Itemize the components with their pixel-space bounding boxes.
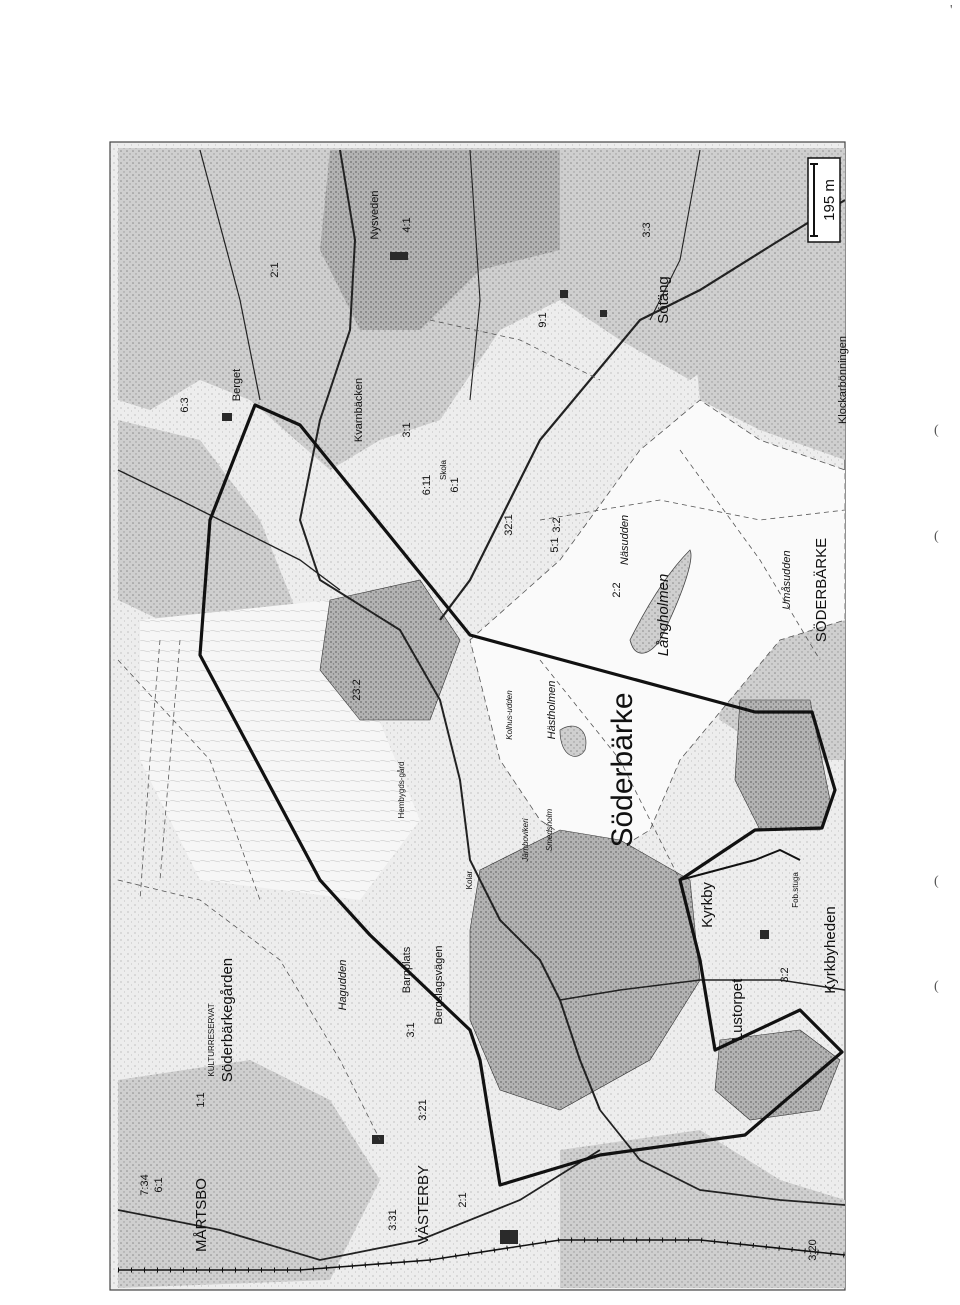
lot-number: 9:1 [537,312,549,328]
label-soderbarke-caps: SÖDERBÄRKE [813,537,830,643]
label-kulturreservat: KULTURRESERVAT [207,1003,216,1077]
town-label: Söderbärke [606,692,639,848]
building [760,930,769,939]
label-kyrkby: Kyrkby [699,882,716,928]
label-skolan: Skola [439,459,448,481]
lot-number: 2:1 [457,1192,469,1208]
lot-number: 3:21 [417,1099,429,1121]
scale-bar-label: 195 m [821,179,838,221]
lot-number: 6:1 [449,477,461,493]
label-lustorpet: Lustorpet [729,978,746,1042]
building [372,1135,384,1144]
lot-number: 3:1 [401,422,413,438]
lot-number: 7:34 [139,1174,151,1196]
label-fob-stuga: Fob.stuga [791,872,800,908]
label-kyrkbyheden: Kyrkbyheden [822,906,839,994]
label-barnplats: Barnplats [401,946,413,994]
lot-number: 3:2 [779,967,791,983]
building [600,310,607,317]
label-langholmen: Långholmen [655,573,672,657]
lot-number: 5:1 [549,537,561,553]
lot-number: 1:1 [195,1092,207,1108]
label-martsbo: MÅRTSBO [193,1178,210,1252]
lot-number: 23:2 [351,679,363,701]
label-hastholmen: Hästholmen [546,680,558,740]
label-kolhusudden: Kolhus-udden [505,690,514,740]
label-berget: Berget [231,368,243,402]
lot-number: 2:1 [269,262,281,278]
margin-mark: ' [950,3,953,18]
lot-number: 32:1 [503,514,515,536]
label-smedsholmen: Smedsholm [545,808,554,852]
building [390,252,408,260]
building [222,413,232,421]
margin-marks [934,3,953,994]
label-bergslagsvagen: Bergslagsvägen [433,945,445,1025]
label-soderbarkegarden: Söderbärkegården [219,957,236,1083]
margin-mark: ( [934,874,939,889]
building [560,290,568,298]
label-vasterby: VÄSTERBY [415,1164,432,1246]
label-nasudden: Näsudden [619,514,631,566]
lot-number: 3:3 [641,222,653,238]
margin-mark: ( [934,529,939,544]
lot-number: 6:1 [153,1177,165,1193]
lot-number: 3:1 [405,1022,417,1038]
label-umasudden: Umåsudden [781,550,793,610]
lot-number: 6:11 [421,474,433,496]
lot-number: 3:2 [551,517,563,533]
label-hagudden: Hagudden [337,959,349,1011]
label-nysveden: Nysveden [369,190,381,240]
label-klockarbonningen: Klockarbönningen [837,335,849,425]
label-sotang: Sötäng [655,276,672,324]
lot-number: 3:31 [387,1209,399,1231]
scale-bar [808,158,840,242]
building [500,1230,518,1244]
label-kvarnbacken: Kvarnbäcken [353,377,365,443]
margin-mark: ( [934,423,939,438]
lot-number: 4:1 [401,217,413,233]
label-jarnbovikeri: Järnbovikeri [521,818,530,862]
lot-number: 2:2 [611,582,623,598]
lot-number: 6:3 [179,397,191,413]
margin-mark: ( [934,979,939,994]
label-kolar: Kolar [465,870,474,890]
label-hembygdsgard: Hembygds-gård [397,761,406,819]
lot-number: 3:20 [807,1239,819,1261]
